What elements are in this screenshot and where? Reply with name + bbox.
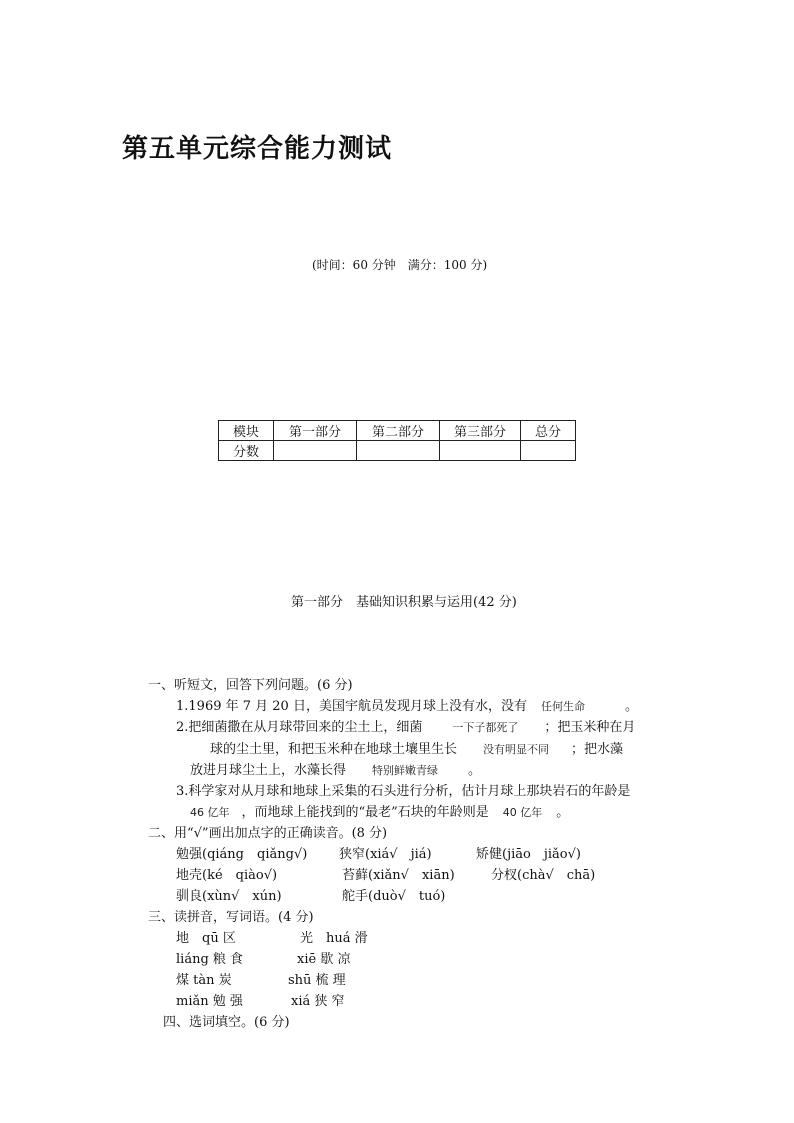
q3-item: shū 梳 理: [288, 973, 346, 988]
q1-line-6: [190, 801, 569, 820]
q2-item: 地壳(ké qiào√): [176, 868, 278, 883]
page-title: 第五单元综合能力测试: [122, 134, 393, 164]
q1-line-1-text: 1.1969 年 7 月 20 日，美国宇航员发现月球上没有水，没有: [176, 699, 527, 714]
q1-line-4-end: 。: [468, 763, 482, 778]
q1-line-4: [190, 759, 481, 778]
score-cell-total: [521, 441, 576, 461]
q1-answer-5: 46 亿年: [190, 806, 230, 819]
q2-item: 勉强(qiáng qiǎng√): [176, 847, 308, 862]
q1-line-6-end: 。: [556, 805, 570, 820]
q1-answer-4: 特别鲜嫩青绿: [372, 764, 439, 777]
q3-item: 光 huá 滑: [300, 931, 368, 946]
q1-answer-3: 没有明显不同: [483, 743, 550, 756]
header-cell-part1: 第一部分: [274, 421, 357, 441]
q1-answer-2: 一下子都死了: [452, 721, 519, 734]
q1-line-3-text: 球的尘土里，和把玉米种在地球土壤里生长: [210, 742, 458, 757]
q1-title: 一、听短文，回答下列问题。(6 分): [148, 678, 353, 693]
q1-answer-1: 任何生命: [540, 700, 585, 713]
row-label-score: 分数: [219, 441, 274, 461]
q1-line-2-text: 2.把细菌撒在从月球带回来的尘土上，细菌: [176, 720, 423, 735]
q4-title: 四、选词填空。(6 分): [163, 1015, 290, 1030]
header-cell-part2: 第二部分: [357, 421, 440, 441]
q3-item: liáng 粮 食: [176, 952, 244, 967]
q2-item: 舵手(duò√ tuó): [342, 889, 446, 904]
score-cell-part1: [274, 441, 357, 461]
header-cell-module: 模块: [219, 421, 274, 441]
q3-item: 煤 tàn 炭: [176, 973, 232, 988]
q2-item: 苔藓(xiǎn√ xiān): [342, 868, 455, 883]
q3-title: 三、读拼音，写词语。(4 分): [148, 910, 314, 925]
score-cell-part2: [357, 441, 440, 461]
q1-line-2: [176, 716, 635, 735]
q2-item: 狭窄(xiá√ jiá): [339, 847, 432, 862]
q2-item: 矫健(jiāo jiǎo√): [476, 847, 581, 862]
header-cell-part3: 第三部分: [440, 421, 521, 441]
q3-item: xiē 歇 凉: [297, 952, 351, 967]
header-cell-total: 总分: [521, 421, 576, 441]
q2-item: 分杈(chà√ chā): [491, 868, 596, 883]
q2-item: 驯良(xùn√ xún): [176, 889, 282, 904]
score-table-score-row: [219, 441, 576, 461]
score-table: [218, 420, 576, 461]
q3-item: xiá 狭 窄: [291, 994, 345, 1009]
q1-line-2-end: ；把玉米种在月: [544, 720, 636, 735]
q3-item: 地 qū 区: [176, 931, 236, 946]
part1-title: 第一部分 基础知识积累与运用(42 分): [291, 595, 517, 610]
test-meta: (时间：60 分钟 满分：100 分): [312, 258, 488, 272]
q1-line-3: [210, 738, 623, 757]
q1-line-4-text: 放进月球尘土上，水藻长得: [190, 763, 347, 778]
score-cell-part3: [440, 441, 521, 461]
score-table-header-row: [219, 421, 576, 441]
q1-line-6-text: ，而地球上能找到的“最老”石块的年龄则是: [241, 805, 489, 820]
q1-line-5: 3.科学家对从月球和地球上采集的石头进行分析，估计月球上那块岩石的年龄是: [176, 784, 631, 799]
q1-answer-6: 40 亿年: [502, 806, 543, 819]
q1-line-3-end: ；把水藻: [571, 742, 624, 757]
q1-line-1-end: 。: [624, 699, 638, 714]
q3-item: miǎn 勉 强: [176, 994, 243, 1009]
q2-title: 二、用“√”画出加点字的正确读音。(8 分): [148, 826, 388, 841]
q1-line-1: [176, 695, 638, 714]
